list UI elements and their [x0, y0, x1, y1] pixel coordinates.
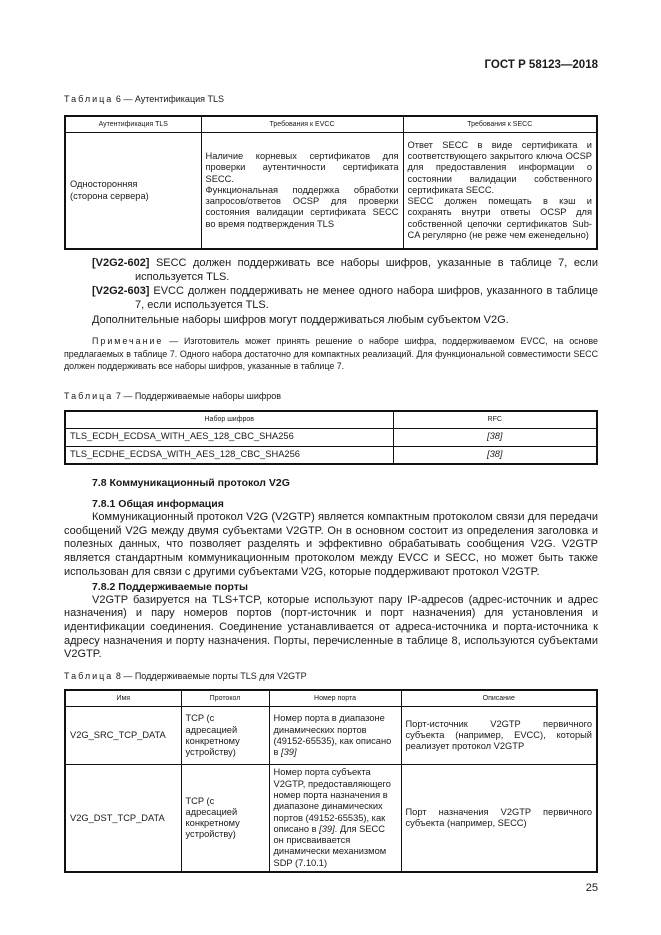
column-header: Имя: [65, 690, 181, 707]
requirement-text: SECC должен поддерживать все наборы шифров, указанные в таблице 7, если используется TLS.: [135, 256, 598, 283]
reference: [39]: [319, 823, 335, 834]
caption-prefix: Таблица: [64, 391, 114, 402]
note: [64, 335, 598, 372]
table-cell: TLS_ECDH_ECDSA_WITH_AES_128_CBC_SHA256: [65, 428, 393, 446]
port-number-cell: [269, 707, 401, 765]
page-number: 25: [585, 882, 598, 894]
table-cell: TLS_ECDHE_ECDSA_WITH_AES_128_CBC_SHA256: [65, 446, 393, 464]
table-header-row: [65, 411, 597, 428]
table-row: [65, 765, 597, 872]
column-header: RFC: [393, 411, 597, 428]
caption-text: 7 — Поддерживаемые наборы шифров: [115, 391, 282, 402]
description-cell: Порт назначения V2GTP первичного субъекта (например, SECC): [401, 765, 597, 872]
additional-paragraph: Дополнительные наборы шифров могут поддерживаться любым субъектом V2G.: [92, 313, 509, 326]
description-cell: Порт-источник V2GTP первичного субъекта (например, EVCC), который реализует протокол V2GTP: [401, 707, 597, 765]
column-header: Описание: [401, 690, 597, 707]
table-row: [65, 133, 597, 249]
column-header: Набор шифров: [65, 411, 393, 428]
table-header-row: [65, 116, 597, 133]
requirement-id: [V2G2-602]: [92, 256, 150, 269]
protocol-cell: TCP (с адресацией конкретному устройству): [181, 765, 269, 872]
caption-prefix: Таблица: [64, 671, 114, 682]
port-text: Номер порта в диапазоне динамических портов (49152-65535), как описано в: [273, 713, 392, 758]
port-name-cell: V2G_SRC_TCP_DATA: [65, 707, 181, 765]
requirement-602: [92, 257, 598, 284]
note-label: Примечание: [92, 336, 164, 347]
column-header: Требования к SECC: [403, 116, 597, 133]
reference: [39]: [281, 747, 297, 758]
port-number-cell: [269, 765, 401, 872]
section-heading-7-8-2: 7.8.2 Поддерживаемые порты: [92, 580, 248, 593]
table-header-row: [65, 690, 597, 707]
note-text: — Изготовитель может принять решение о наборе шифра, поддерживаемом EVCC, на основе предлагаемых в таблице 7. Одного набора достаточно для компактных реализаций. Для функциональной совместимости SECC должен поддерживать все наборы шифров, указанные в таблице 7.: [64, 336, 598, 371]
table6-tls-authentication: [64, 115, 598, 250]
table-cell: [38]: [393, 446, 597, 464]
caption-prefix: Таблица: [64, 94, 114, 104]
table8-supported-ports: [64, 689, 598, 873]
table6-caption: [64, 94, 598, 105]
requirement-text: EVCC должен поддерживать не менее одного набора шифров, указанного в таблице 7, если используется TLS.: [135, 285, 598, 311]
section-heading-7-8-1: 7.8.1 Общая информация: [92, 498, 224, 510]
section-7-8-2-paragraph: V2GTP базируется на TLS+TCP, которые используют пару IP-адресов (адрес-источник и адрес назначения) и пару номеров портов (порт-источник и порт назначения) для установления и идентификации соединения. Соединение устанавливается от адреса-источника и порта-источника к адресу назначения и порту назначения. Порты, перечисленные в таблице 8, используются субъектами V2GTP.: [64, 593, 598, 661]
port-text-tail: . Для SECC он присваивается динамически механизмом SDP (7.10.1): [273, 823, 387, 868]
requirement-id: [V2G2-603]: [92, 285, 150, 298]
table7-caption: [64, 391, 598, 402]
table-cell: Ответ SECC в виде сертификата и соответствующего закрытого ключа OCSP для предоставления информации о состоянии валидации собственного сертификата SECC. SECC должен помещать в кэш и сохранять внутри ответы OCSP для собственной цепочки сертификатов Sub-CA регулярно (не реже чем еженедельно): [403, 133, 597, 249]
table7-cipher-suites: [64, 410, 598, 465]
table8-caption: [64, 671, 598, 682]
column-header: Аутентификация TLS: [65, 116, 201, 133]
section-heading-7-8: 7.8 Коммуникационный протокол V2G: [92, 477, 290, 489]
section-7-8-1-paragraph: Коммуникационный протокол V2G (V2GTP) является компактным протоколом связи для передачи сообщений V2G между двумя субъектами V2GTP. Он в основном состоит из определения заголовка и полезных данных, что позволяет разделять и эффективно обрабатывать сообщения V2G. V2GTP является стандартным коммуникационным протоколом между EVCC и SECC, но может быть также использован для связи с другими субъектами V2G, которые поддерживают протокол V2GTP.: [64, 511, 598, 578]
table-row: [65, 707, 597, 765]
port-text: Номер порта субъекта V2GTP, предоставляющего номер порта назначения в диапазоне динамических портов (49152-65535), как описано в: [273, 767, 391, 834]
table-row: [65, 446, 597, 464]
table-cell: [38]: [393, 428, 597, 446]
document-standard-number: ГОСТ Р 58123—2018: [484, 59, 598, 71]
protocol-cell: TCP (с адресацией конкретному устройству): [181, 707, 269, 765]
table-row: [65, 428, 597, 446]
caption-text: 6 — Аутентификация TLS: [115, 94, 225, 104]
column-header: Номер порта: [269, 690, 401, 707]
caption-text: 8 — Поддерживаемые порты TLS для V2GTP: [115, 671, 307, 682]
table-cell: Односторонняя (сторона сервера): [65, 133, 201, 249]
document-page: [64, 0, 598, 915]
requirement-603: [92, 285, 598, 312]
table-cell: Наличие корневых сертификатов для проверки аутентичности сертификата SECC. Функциональная поддержка обработки запросов/ответов OCSP для проверки состояния валидации сертификата SECC во время подтверждения TLS: [201, 133, 403, 249]
column-header: Требования к EVCC: [201, 116, 403, 133]
port-name-cell: V2G_DST_TCP_DATA: [65, 765, 181, 872]
column-header: Протокол: [181, 690, 269, 707]
